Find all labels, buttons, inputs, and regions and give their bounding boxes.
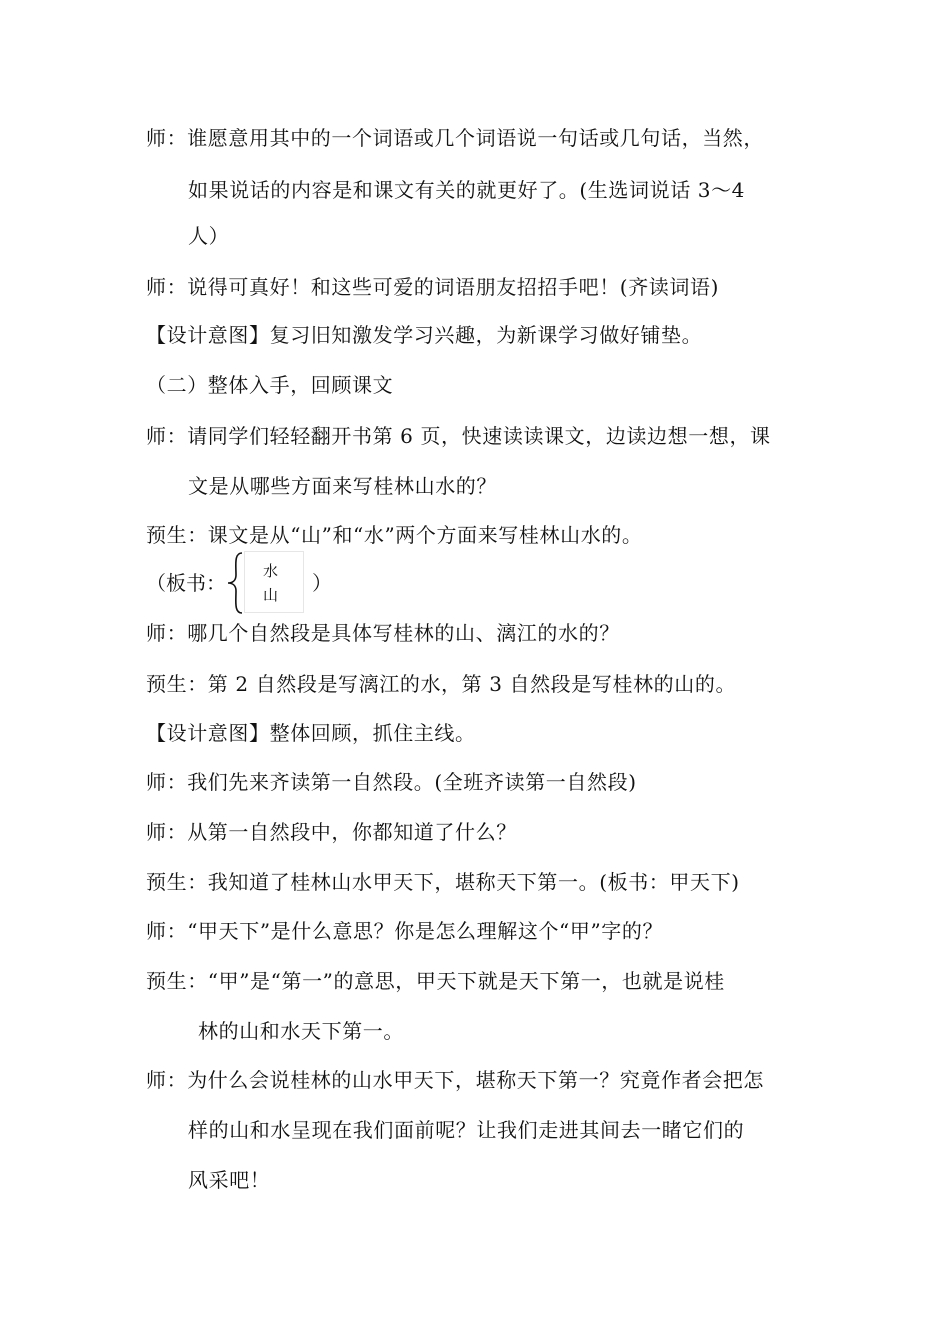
paragraph-line: 预生：“甲”是“第一”的意思，甲天下就是天下第一，也就是说桂: [146, 969, 725, 993]
paragraph-line: 人）: [188, 224, 230, 248]
board-note-close: ）: [312, 571, 332, 595]
board-note-label: （板书：: [146, 571, 226, 595]
paragraph-line: 预生：第 2 自然段是写漓江的水，第 3 自然段是写桂林的山的。: [146, 672, 737, 696]
brace-icon: [226, 551, 246, 615]
paragraph-line: 师：为什么会说桂林的山水甲天下，堪称天下第一？究竟作者会把怎: [146, 1068, 764, 1092]
paragraph-line: 预生：我知道了桂林山水甲天下，堪称天下第一。(板书：甲天下): [146, 870, 740, 894]
paragraph-line: 师：我们先来齐读第一自然段。(全班齐读第一自然段): [146, 770, 637, 794]
paragraph-line: 师：说得可真好！和这些可爱的词语朋友招招手吧！(齐读词语): [146, 275, 720, 299]
paragraph-line: 样的山和水呈现在我们面前呢？让我们走进其间去一睹它们的: [188, 1118, 745, 1142]
section-heading: （二）整体入手，回顾课文: [146, 373, 394, 397]
board-box: [244, 551, 304, 613]
paragraph-line: 师：谁愿意用其中的一个词语或几个词语说一句话或几句话，当然，: [146, 126, 764, 150]
board-item-water: 水: [263, 562, 279, 580]
paragraph-line: 如果说话的内容是和课文有关的就更好了。(生选词说话 3～4: [188, 178, 746, 202]
paragraph-line: 林的山和水天下第一。: [198, 1019, 404, 1043]
board-item-mountain: 山: [263, 586, 279, 604]
design-intent-line: 【设计意图】复习旧知激发学习兴趣，为新课学习做好铺垫。: [146, 323, 703, 347]
paragraph-line: 预生：课文是从“山”和“水”两个方面来写桂林山水的。: [146, 523, 643, 547]
paragraph-line: 师：哪几个自然段是具体写桂林的山、漓江的水的？: [146, 621, 620, 645]
paragraph-line: 师：从第一自然段中，你都知道了什么？: [146, 820, 517, 844]
paragraph-line: 师：请同学们轻轻翻开书第 6 页，快速读读课文，边读边想一想，课: [146, 424, 771, 448]
design-intent-line: 【设计意图】整体回顾，抓住主线。: [146, 721, 476, 745]
paragraph-line: 风采吧！: [188, 1168, 271, 1192]
paragraph-line: 师：“甲天下”是什么意思？你是怎么理解这个“甲”字的？: [146, 919, 664, 943]
paragraph-line: 文是从哪些方面来写桂林山水的？: [188, 474, 497, 498]
